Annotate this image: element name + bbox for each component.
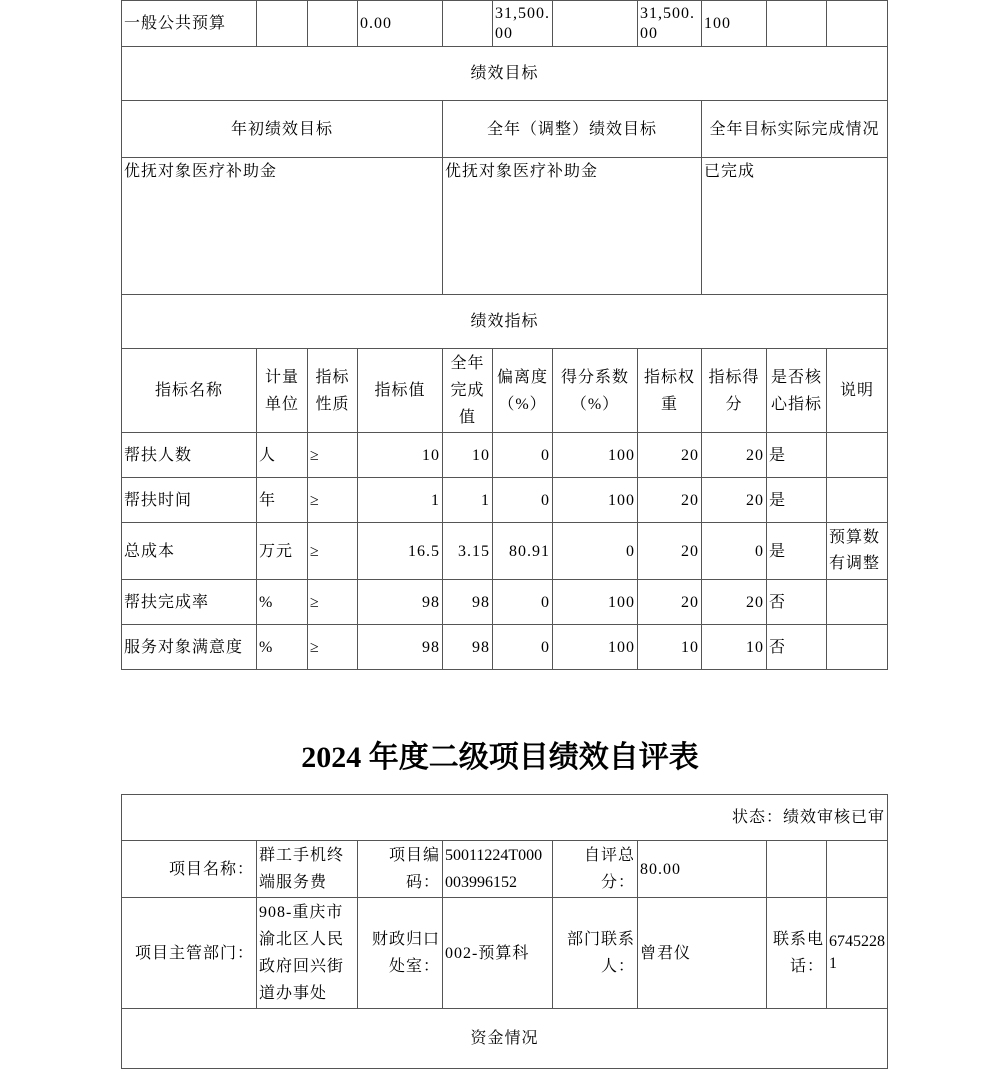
table-cell: 服务对象满意度 — [122, 625, 257, 670]
project-code: 50011224T000003996152 — [443, 841, 553, 898]
indicator-header: 是否核心指标 — [767, 349, 827, 433]
dept: 908-重庆市渝北区人民政府回兴街道办事处 — [257, 898, 358, 1009]
cell — [827, 841, 888, 898]
table-cell — [827, 625, 888, 670]
cell: 31,500.00 — [493, 1, 553, 47]
cell: 0.00 — [358, 1, 443, 47]
phone: 67452281 — [827, 898, 888, 1009]
project-code-label: 项目编码： — [358, 841, 443, 898]
project-name: 群工手机终端服务费 — [257, 841, 358, 898]
table-cell: 10 — [443, 433, 493, 478]
table-cell: 帮扶完成率 — [122, 580, 257, 625]
table-cell: 20 — [702, 580, 767, 625]
indicator-header: 指标值 — [358, 349, 443, 433]
page-title: 2024 年度二级项目绩效自评表 — [301, 741, 699, 774]
table-cell: 100 — [553, 433, 638, 478]
goal-value: 已完成 — [702, 158, 888, 295]
project-name-label: 项目名称： — [122, 841, 257, 898]
table-cell: 否 — [767, 625, 827, 670]
table-cell: 0 — [493, 580, 553, 625]
table-cell: 是 — [767, 523, 827, 580]
table-cell: 80.91 — [493, 523, 553, 580]
table-cell — [827, 433, 888, 478]
table-cell: ≥ — [308, 523, 358, 580]
table-cell: 否 — [767, 580, 827, 625]
table-cell: 100 — [553, 625, 638, 670]
finance-label: 财政归口处室： — [358, 898, 443, 1009]
table-cell: % — [257, 580, 308, 625]
status-text: 状态：绩效审核已审 — [122, 795, 888, 841]
table-cell: 人 — [257, 433, 308, 478]
table-cell: 10 — [702, 625, 767, 670]
table-cell: 20 — [702, 433, 767, 478]
indicator-header: 指标权重 — [638, 349, 702, 433]
table-row — [122, 625, 888, 670]
goal-value: 优抚对象医疗补助金 — [122, 158, 443, 295]
cell — [553, 1, 638, 47]
table-row — [122, 433, 888, 478]
indicator-header: 指标名称 — [122, 349, 257, 433]
goal-value: 优抚对象医疗补助金 — [443, 158, 702, 295]
table-cell: 3.15 — [443, 523, 493, 580]
table-cell: 是 — [767, 478, 827, 523]
table-cell: 0 — [493, 433, 553, 478]
cell — [767, 841, 827, 898]
table-row — [122, 580, 888, 625]
contact-label: 部门联系人： — [553, 898, 638, 1009]
indicator-header: 得分系数（%） — [553, 349, 638, 433]
table-cell: 20 — [638, 580, 702, 625]
table-cell: 98 — [443, 625, 493, 670]
indicator-header: 全年完成值 — [443, 349, 493, 433]
table-cell: 98 — [443, 580, 493, 625]
table-cell: % — [257, 625, 308, 670]
table-cell: 100 — [553, 580, 638, 625]
table-cell: ≥ — [308, 433, 358, 478]
table-cell: ≥ — [308, 478, 358, 523]
table-cell: 是 — [767, 433, 827, 478]
table-cell: 98 — [358, 580, 443, 625]
table-cell: 0 — [553, 523, 638, 580]
table-cell: 1 — [443, 478, 493, 523]
table-cell: 20 — [638, 478, 702, 523]
indicator-header: 说明 — [827, 349, 888, 433]
table-cell: 帮扶时间 — [122, 478, 257, 523]
cell — [443, 1, 493, 47]
table-cell: 0 — [493, 478, 553, 523]
table-cell — [827, 478, 888, 523]
table-cell: 万元 — [257, 523, 308, 580]
section-title-indicators: 绩效指标 — [122, 295, 888, 349]
table-cell: 年 — [257, 478, 308, 523]
table-cell: 1 — [358, 478, 443, 523]
table-cell: 总成本 — [122, 523, 257, 580]
indicator-header: 计量单位 — [257, 349, 308, 433]
phone-label: 联系电话： — [767, 898, 827, 1009]
dept-label: 项目主管部门： — [122, 898, 257, 1009]
table-row — [122, 523, 888, 580]
indicator-header: 偏离度（%） — [493, 349, 553, 433]
table-cell — [827, 580, 888, 625]
table-cell: 16.5 — [358, 523, 443, 580]
table-cell: 100 — [553, 478, 638, 523]
indicator-header: 指标性质 — [308, 349, 358, 433]
cell: 100 — [702, 1, 767, 47]
contact: 曾君仪 — [638, 898, 767, 1009]
table-cell: 10 — [358, 433, 443, 478]
table-cell: 预算数有调整 — [827, 523, 888, 580]
goal-header: 全年目标实际完成情况 — [702, 101, 888, 158]
indicator-header-row — [122, 349, 888, 433]
table-cell: 20 — [638, 523, 702, 580]
cell — [767, 1, 827, 47]
table-cell: ≥ — [308, 625, 358, 670]
cell: 一般公共预算 — [122, 1, 257, 47]
table-cell: 0 — [702, 523, 767, 580]
table-cell: 0 — [493, 625, 553, 670]
table-cell: 20 — [638, 433, 702, 478]
table-cell: 20 — [702, 478, 767, 523]
budget-row — [122, 1, 888, 47]
table-cell: 98 — [358, 625, 443, 670]
section-title-goals: 绩效目标 — [122, 47, 888, 101]
performance-table — [121, 0, 888, 670]
indicator-header: 指标得分 — [702, 349, 767, 433]
table-cell: 10 — [638, 625, 702, 670]
cell — [257, 1, 308, 47]
table-row — [122, 478, 888, 523]
table-cell: ≥ — [308, 580, 358, 625]
goal-header: 全年（调整）绩效目标 — [443, 101, 702, 158]
cell — [308, 1, 358, 47]
finance: 002-预算科 — [443, 898, 553, 1009]
score: 80.00 — [638, 841, 767, 898]
goal-header: 年初绩效目标 — [122, 101, 443, 158]
score-label: 自评总分： — [553, 841, 638, 898]
funds-title: 资金情况 — [122, 1009, 888, 1069]
cell: 31,500.00 — [638, 1, 702, 47]
self-evaluation-table — [121, 794, 888, 1069]
cell — [827, 1, 888, 47]
table-cell: 帮扶人数 — [122, 433, 257, 478]
